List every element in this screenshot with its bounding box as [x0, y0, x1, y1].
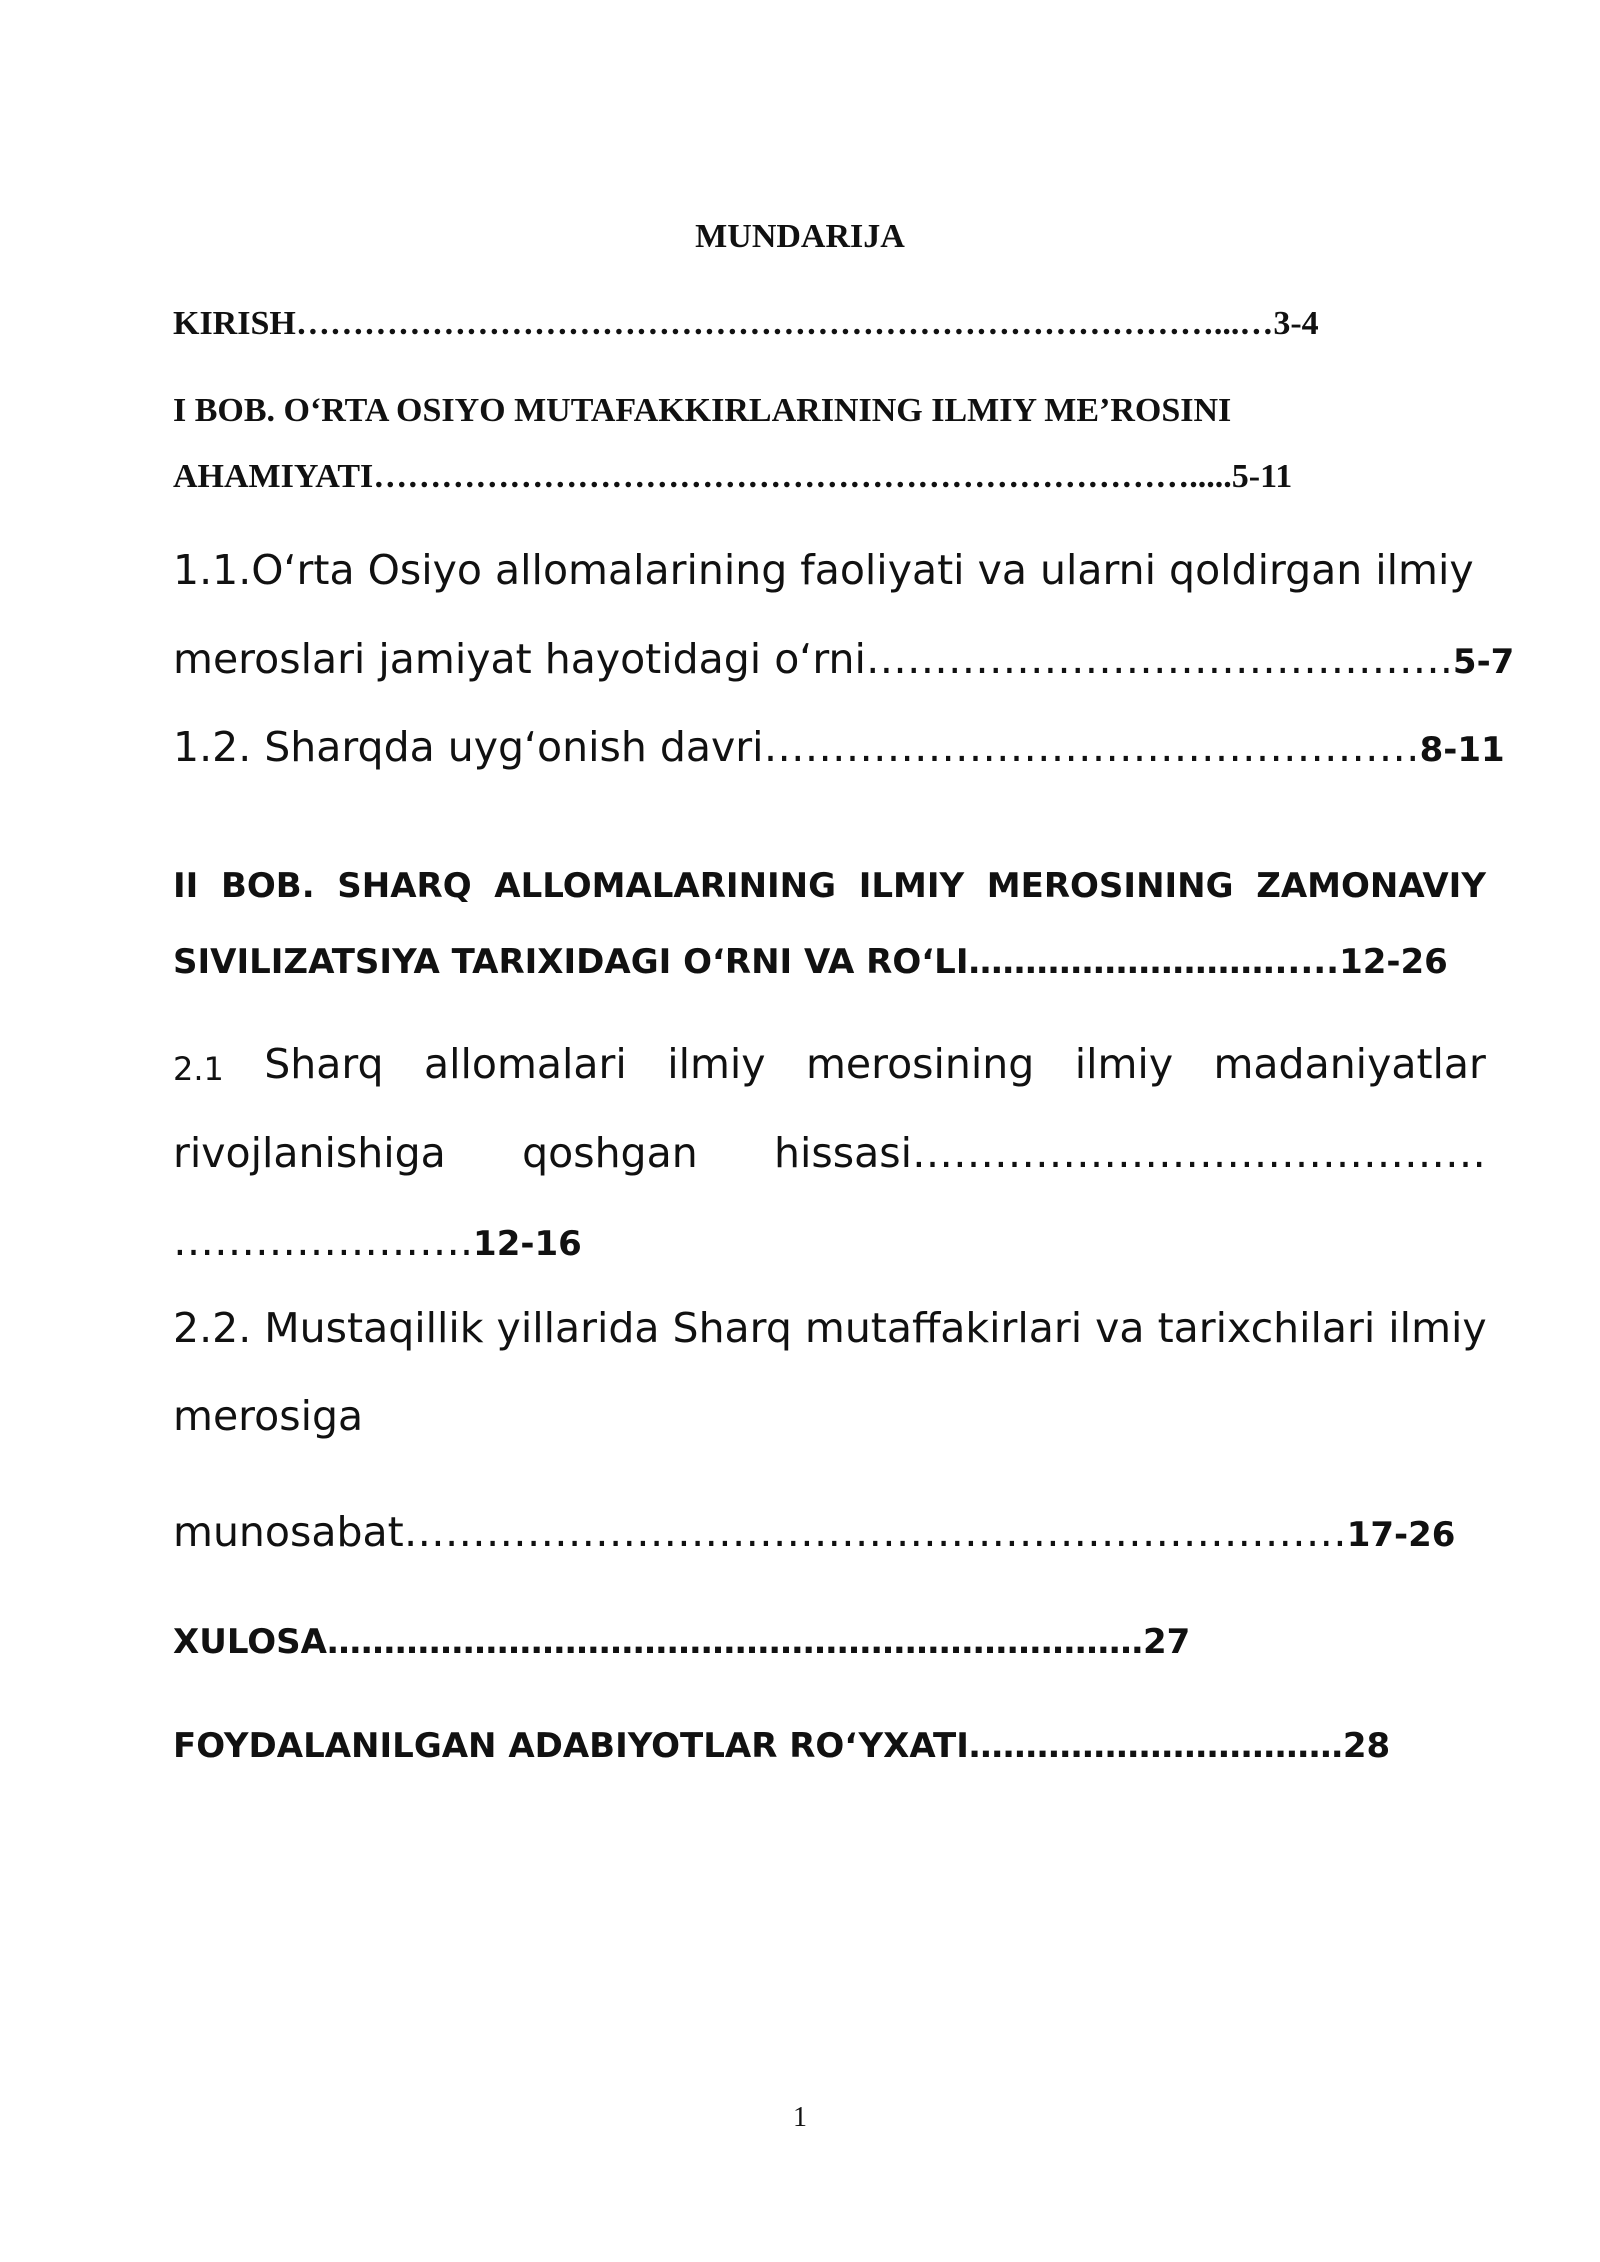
toc-label: meroslari jamiyat hayotidagi o‘rni	[173, 635, 866, 683]
toc-word: MEROSINING	[986, 866, 1234, 906]
toc-label: munosabat	[173, 1508, 404, 1556]
toc-leader: …………………………………….	[865, 635, 1453, 683]
toc-entry-bob2-line1	[173, 866, 1486, 906]
toc-number: 2.1	[173, 1050, 224, 1088]
toc-word: II	[173, 866, 199, 906]
toc-word: ilmiy	[667, 1040, 766, 1088]
toc-page: 12-26	[1339, 942, 1448, 982]
toc-leader: …………………………………………	[763, 723, 1420, 771]
toc-word: ZAMONAVIY	[1256, 866, 1486, 906]
toc-word: Sharq	[264, 1040, 384, 1088]
toc-entry-1-2	[173, 723, 1505, 771]
toc-word: ALLOMALARINING	[494, 866, 837, 906]
toc-entry-2-1-line2	[173, 1129, 1486, 1177]
toc-page: 27	[1142, 1622, 1191, 1662]
toc-leader: ……………………………………………………………….....	[373, 458, 1232, 495]
toc-page: 17-26	[1346, 1515, 1456, 1555]
toc-word: qoshgan	[522, 1129, 698, 1177]
toc-word: allomalari	[423, 1040, 627, 1088]
toc-entry-2-2-line3	[173, 1508, 1455, 1556]
toc-entry-2-2-line1: 2.2. Mustaqillik yillarida Sharq mutaffakirlari va tarixchilari ilmiy	[173, 1304, 1487, 1352]
toc-entry-bob1-line2	[173, 458, 1292, 496]
toc-word: ilmiy	[1074, 1040, 1174, 1088]
toc-leader: ………………….	[173, 1217, 474, 1265]
toc-entry-2-2-line2: merosiga	[173, 1392, 364, 1440]
toc-page: 5-11	[1231, 458, 1293, 495]
toc-leader: ……………………….....	[968, 942, 1340, 982]
toc-page: 28	[1342, 1726, 1391, 1766]
toc-page: 12-16	[473, 1224, 582, 1264]
toc-entry-1-1-line2	[173, 635, 1514, 683]
toc-entry-bob1-line1: I BOB. O‘RTA OSIYO MUTAFAKKIRLARINING ILMIY ME’ROSINI	[173, 392, 1232, 429]
toc-leader: ……………………………	[968, 1726, 1343, 1766]
toc-entry-adabiyotlar	[173, 1726, 1390, 1766]
toc-label: FOYDALANILGAN ADABIYOTLAR RO‘YXATI	[173, 1726, 969, 1766]
toc-word: rivojlanishiga	[173, 1129, 446, 1177]
toc-word: BOB.	[220, 866, 315, 906]
toc-entry-kirish	[173, 305, 1319, 343]
toc-leader: ……………………………………………………………	[403, 1508, 1347, 1556]
toc-word: merosining	[805, 1040, 1035, 1088]
page-number: 1	[793, 2102, 807, 2133]
toc-page: 3-4	[1273, 305, 1319, 342]
toc-page: 8-11	[1419, 730, 1505, 770]
toc-label: 1.2. Sharqda uyg‘onish davri	[173, 723, 764, 771]
toc-label: AHAMIYATI	[173, 458, 374, 495]
toc-leader: ………………………………………………………………	[326, 1622, 1143, 1662]
toc-leader: ………………………………………………………………………...…	[295, 305, 1274, 342]
toc-word: hissasi……………………………………	[774, 1129, 1486, 1177]
toc-entry-1-1-line1: 1.1.O‘rta Osiyo allomalarining faoliyati va ularni qoldirgan ilmiy	[173, 546, 1474, 594]
toc-entry-xulosa	[173, 1622, 1190, 1662]
toc-word: madaniyatlar	[1213, 1040, 1486, 1088]
toc-label: XULOSA	[173, 1622, 327, 1662]
toc-entry-2-1-line1	[173, 1040, 1486, 1088]
toc-entry-2-1-line3	[173, 1217, 582, 1265]
toc-label: KIRISH	[173, 305, 296, 342]
toc-word: ILMIY	[858, 866, 965, 906]
toc-title: MUNDARIJA	[695, 218, 905, 255]
toc-page: 5-7	[1452, 642, 1515, 682]
toc-label: SIVILIZATSIYA TARIXIDAGI O‘RNI VA RO‘LI	[173, 942, 969, 982]
toc-entry-bob2-line2	[173, 942, 1448, 982]
toc-word: SHARQ	[337, 866, 472, 906]
